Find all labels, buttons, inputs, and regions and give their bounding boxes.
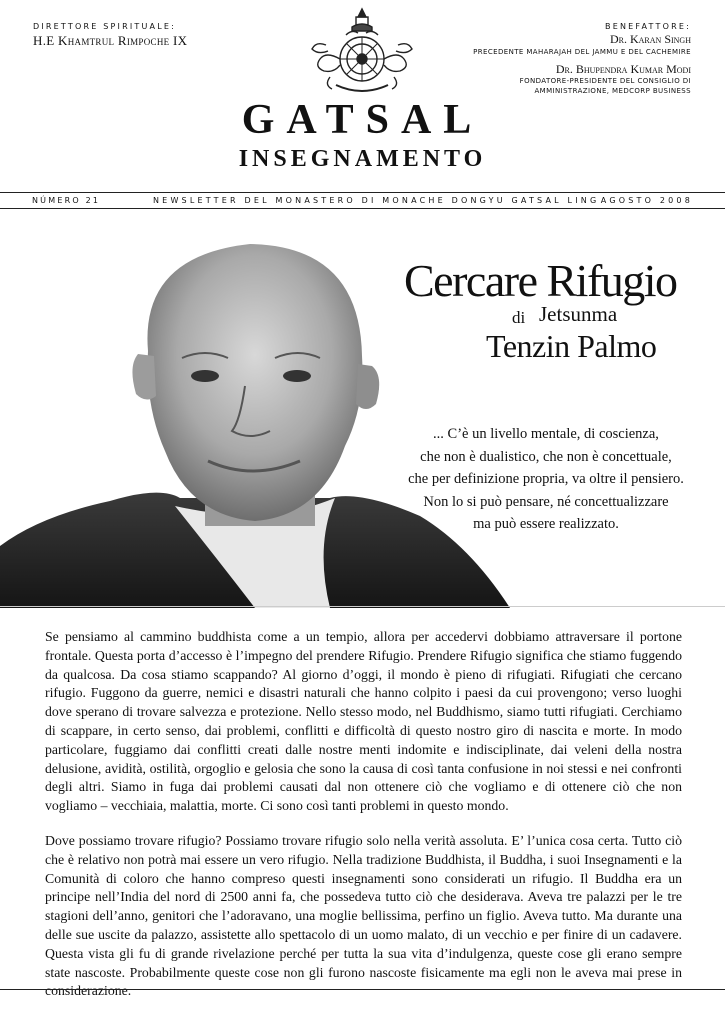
body-paragraph: Se pensiamo al cammino buddhista come a un tempio, allora per accedervi dobbiamo attraversare il portone frontale. Questa porta d’accesso è l’impegno del prendere Rifugio. Prendere Rifugio significa che stiamo fuggendo da qualcosa. Da cosa stiamo scappando? Al giorno d’oggi, il mondo è pieno di rifugiati. Rifugiati che cercano rifugio. Fuggono da guerre, nemici e disastri naturali che hanno colpito i paesi da cui provengono; verso luoghi dove sperano di trovare salvezza e protezione. Nello stesso modo, nel Buddhismo, siamo tutti rifugiati. Cerchiamo di scappare, in certo senso, dai problemi, conflitti e difficoltà di questo nostro giro di nascita e morte. In modo particolare, fuggiamo dai conflitti creati dalle nostre menti indomite e indisciplinate, dai veleni della nostra delusione, avidità, ostilità, orgoglio e gelosia che sono la causa di così tanta confusione in noi stessi e nei confronti degli altri. Siamo in fuga dai problemi causati dal non ottenere ciò che vogliamo e di ottenere ciò che non vogliamo – vecchiaia, malattia, morte. Ci sono così tanti problemi in questo mondo.	[45, 629, 682, 814]
newsletter-title: GATSAL	[241, 97, 484, 143]
author-name: Tenzin Palmo	[486, 328, 657, 364]
photo-bottom-edge	[0, 606, 725, 607]
benefactor-1-role: PRECEDENTE MAHARAJAH DEL JAMMU E DEL CACHEMIRE	[473, 48, 691, 56]
benefactor-2-name: Dr. Bhupendra Kumar Modi	[555, 62, 691, 76]
dharma-wheel-emblem-icon	[306, 5, 418, 97]
article-title: Cercare Rifugio	[404, 255, 677, 306]
footer-rule	[0, 989, 725, 990]
body-paragraph: Dove possiamo trovare rifugio? Possiamo trovare rifugio solo nella verità assoluta. E’ l’unica cosa certa. Tutto ciò che è relativo non potrà mai essere un vero rifugio. Nella tradizione Buddhista, il Buddha, i suoi Insegnamenti e la Comunità di coloro che hanno compreso questi insegnamenti sono considerati un rifugio. Il Buddha era un principe nell’India del nord di 2500 anni fa, che possedeva tutto ciò che desiderava. Aveva tre palazzi per le tre stagioni dell’anno, genitori che l’adoravano, una moglie bellissima, perfino un figlio. Aveva tutto. Ma durante una delle sue uscite da palazzo, assistette allo spettacolo di un uomo malato, di un vecchio e per finire di un cadavere. Questa vista gli fu di grande rivelazione perché per tutta la sua vita d’indulgenza, queste cose gli erano sempre state nascoste. Probabilmente queste cose non gli furono nascoste fisicamente ma egli non le aveva mai prese in considerazione.	[45, 832, 682, 999]
masthead-rule-top	[0, 192, 725, 193]
benefactor-2-role: FONDATORE-PRESIDENTE DEL CONSIGLIO DI AMMINISTRAZIONE, MEDCORP BUSINESS	[519, 77, 691, 95]
director-name: H.E Khamtrul Rimpoche IX	[33, 33, 188, 48]
pull-quote-line: ma può essere realizzato.	[473, 516, 619, 532]
byline-preposition: di	[512, 308, 526, 327]
pull-quote-line: che per definizione propria, va oltre il pensiero.	[408, 471, 684, 487]
issue-number: NÚMERO 21	[32, 196, 101, 205]
masthead-rule-bottom	[0, 208, 725, 209]
article-body	[45, 628, 682, 1017]
pull-quote-line: Non lo si può pensare, né concettualizzare	[423, 493, 669, 510]
pull-quote	[395, 423, 697, 536]
newsletter-description: NEWSLETTER DEL MONASTERO DI MONACHE DONGYU GATSAL LING	[153, 196, 600, 205]
newsletter-subtitle: INSEGNAMENTO	[238, 146, 487, 172]
author-title: Jetsunma	[539, 302, 618, 326]
benefactor-1-name: Dr. Karan Singh	[609, 32, 691, 46]
issue-date: AGOSTO 2008	[600, 196, 693, 205]
benefactor-label: BENEFATTORE:	[605, 22, 691, 31]
pull-quote-line: ... C’è un livello mentale, di coscienza,	[433, 426, 659, 442]
pull-quote-line: che non è dualistico, che non è concettuale,	[420, 448, 672, 465]
director-label: DIRETTORE SPIRITUALE:	[33, 22, 177, 31]
